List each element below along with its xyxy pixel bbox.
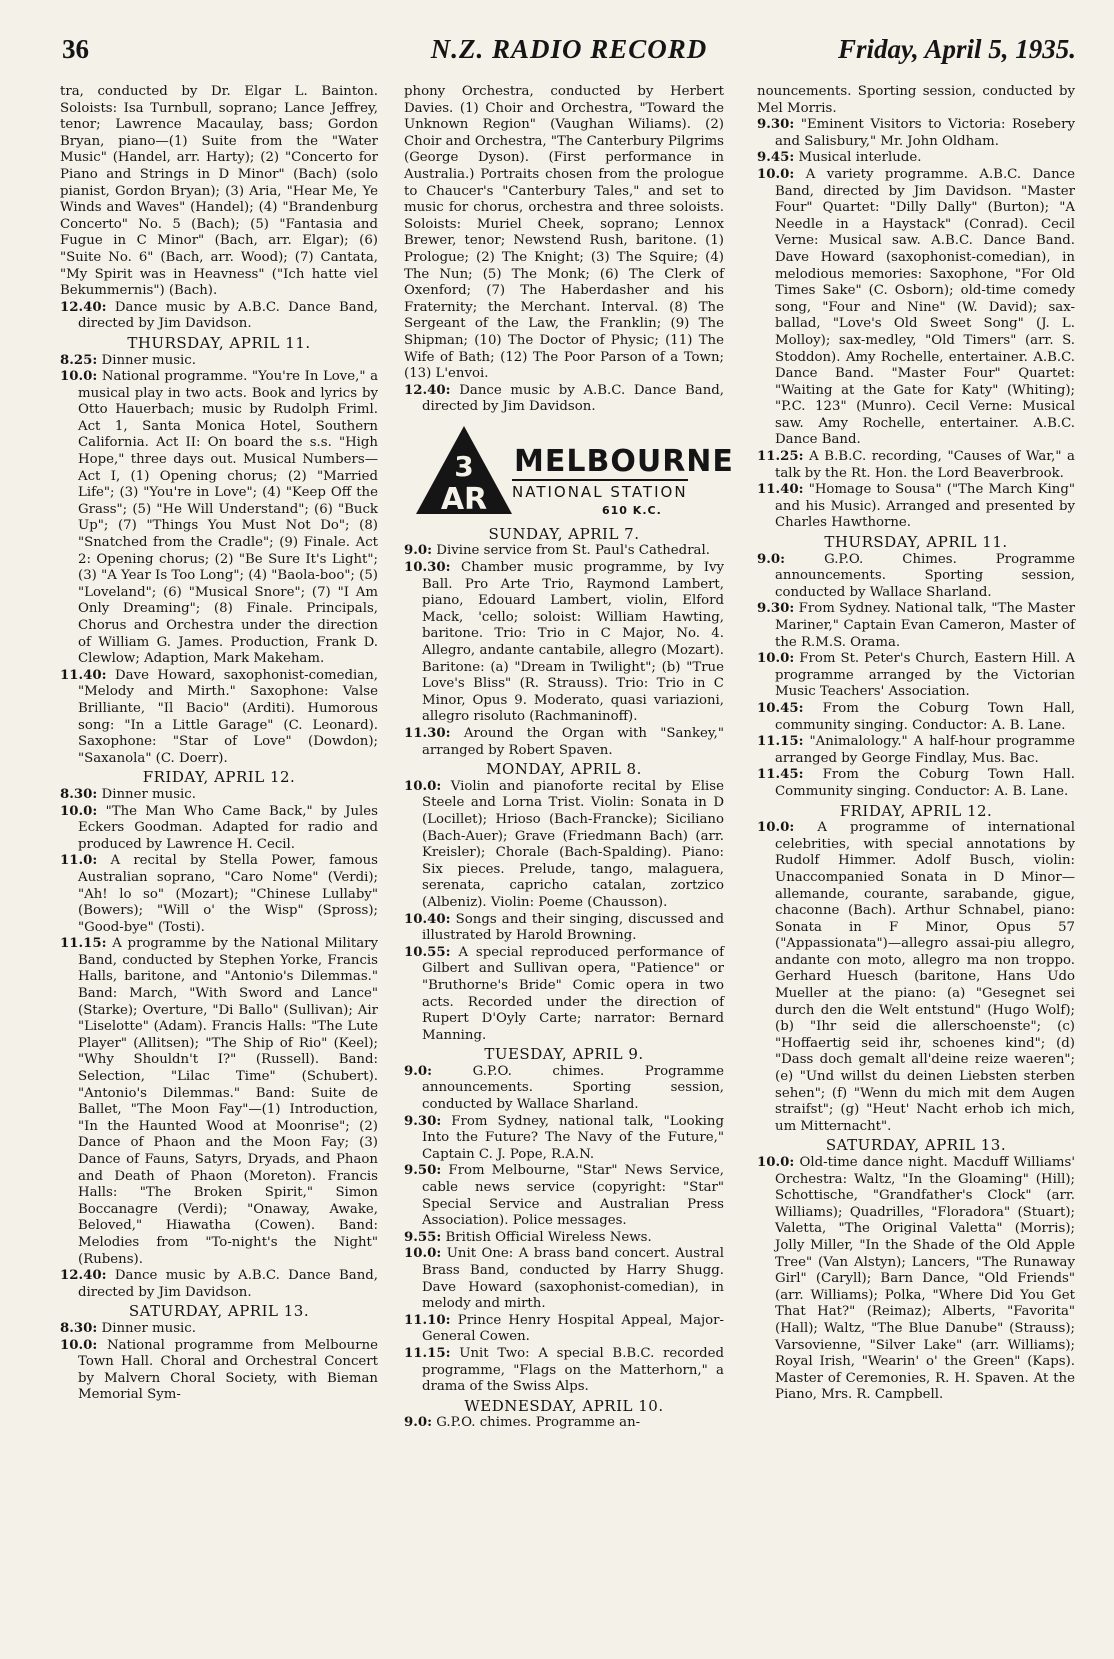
schedule-text: British Official Wireless News.: [445, 1229, 652, 1245]
schedule-item: [404, 560, 724, 726]
masthead-title: N.Z. RADIO RECORD: [430, 34, 708, 64]
schedule-text: Dinner music.: [101, 1320, 196, 1336]
schedule-item: [757, 117, 1075, 150]
schedule-time: 10.0:: [404, 778, 442, 794]
schedule-time: 10.40:: [404, 911, 451, 927]
schedule-text: Dave Howard, saxophonist-comedian, "Melody and Mirth." Saxophone: Valse Brilliante, "Il Bacio" (Arditi). Humorous song: "In a Little Garage" (C. Leonard). Saxophone: "Star of Love" (Dowdon); "Saxanola" (C. Doerr).: [78, 667, 378, 766]
schedule-time: 10.0:: [757, 820, 795, 836]
schedule-text: A variety programme. A.B.C. Dance Band, directed by Jim Davidson. "Master Four" Quartet: "Dilly Dally" (Burton); "A Needle in a Haystack" (Conrad). Cecil Verne: Musical saw. A.B.C. Dance Band. Dave Howard (saxophonist-comedian), in melodious memories: Saxophone, "For Old Times Sake" (C. Osborn); old-time comedy song, "Four and Nine" (W. David); sax-ballad, "Love's Old Sweet Song" (J. L. Molloy); sax-medley, "Old Timers" (arr. S. Stoddon). Amy Rochelle, entertainer. A.B.C. Dance Band. "Master Four" Quartet: "Waiting at the Gate for Katy" (Whiting); "P.C. 123" (Munro). Cecil Verne: Musical saw. Amy Rochelle, entertainer. A.B.C. Dance Band.: [775, 166, 1075, 448]
schedule-item: [757, 767, 1075, 800]
schedule-list: [757, 820, 1075, 1135]
schedule-list: [60, 787, 378, 1301]
schedule-item: [404, 1313, 724, 1346]
schedule-item: [757, 552, 1075, 602]
schedule-item: [404, 945, 724, 1045]
schedule-text: A programme by the National Military Band, conducted by Stephen Yorke, Francis Halls, baritone, and "Antonio's Dilemmas." Band: March, "With Sword and Lance" (Starke); Overture, "Di Ballo" (Sullivan); Air "Liselotte" (Adam). Francis Halls: "The Lute Player" (Allitsen); "The Ship of Rio" (Keel); "Why Shouldn't I?" (Russell). Band: Selection, "Lilac Time" (Schubert). "Antonio's Dilemmas." Band: Suite de Ballet, "The Moon Fay"—(1) Introduction, "In the Haunted Wood at Moonrise"; (2) Dance of Phaon and the Moon Fay; (3) Dance of Fauns, Satyrs, Dryads, and Phaon and Death of Phaon (Moreton). Francis Halls: "The Broken Spirit," Simon Boccanagre (Verdi); "Onaway, Awake, Beloved," Hiawatha (Cowen). Band: Melodies from "To-night's the Night" (Rubens).: [78, 936, 378, 1267]
schedule-text: From the Coburg Town Hall. Community singing. Conductor: A. B. Lane.: [775, 767, 1075, 799]
schedule-list: [404, 779, 724, 1045]
schedule-text: Dance music by A.B.C. Dance Band, directed by Jim Davidson.: [78, 299, 378, 332]
continued-text: tra, conducted by Dr. Elgar L. Bainton. Soloists: Isa Turnbull, soprano; Lance Jeffrey, tenor; Lawrence Macaulay, bass; Gordon Bryan, piano—(1) Suite from the "Water Music" (Handel, arr. Harty); (2) "Concerto for Piano and Strings in D Minor" (Bach) (solo pianist, Gordon Bryan); (3) Aria, "Hear Me, Ye Winds and Waves" (Handel); (4) "Brandenburg Concerto" No. 5 (Bach); (5) "Fantasia and Fugue in C Minor" (Bach, arr. Elgar); (6) "Suite No. 6" (Bach, arr. Wood); (7) Cantata, "My Spirit was in Heavness" ("Ich hatte viel Bekummernis") (Bach).: [60, 84, 378, 299]
schedule-time: 11.15:: [757, 734, 804, 750]
schedule-text: National programme from Melbourne Town Hall. Choral and Orchestral Concert by Malvern Choral Society, with Bieman Memorial Sym-: [78, 1337, 378, 1403]
schedule-time: 9.45:: [757, 150, 795, 166]
station-logo: [404, 424, 734, 520]
schedule-list: [757, 117, 1075, 532]
schedule-item: [757, 150, 1075, 167]
schedule-text: Divine service from St. Paul's Cathedral.: [436, 543, 710, 559]
day-heading: THURSDAY, APRIL 11.: [127, 333, 311, 352]
column-3: [757, 84, 1075, 1404]
schedule-time: 9.0:: [404, 543, 433, 559]
day-heading: WEDNESDAY, APRIL 10.: [464, 1396, 664, 1415]
issue-date: Friday, April 5, 1935.: [837, 34, 1076, 64]
schedule-item: [404, 912, 724, 945]
day-heading: THURSDAY, APRIL 11.: [824, 533, 1008, 552]
schedule-item: [60, 353, 378, 370]
schedule-time: 11.15:: [60, 936, 107, 952]
call-letters: AR: [440, 481, 488, 516]
day-heading: SUNDAY, APRIL 7.: [488, 524, 640, 543]
schedule-text: Chamber music programme, by Ivy Ball. Pro Arte Trio, Raymond Lambert, piano, Edouard Lambert, violin, Elford Mack, 'cello; soloist: William Hawting, baritone. Trio: Trio in C Major, No. 4. Allegro, andante cantabile, allegro (Mozart). Baritone: (a) "Dream in Twilight"; (b) "True Love's Bliss" (R. Strauss). Trio: Trio in C Minor, Opus 9. Moderato, quasi variazioni, allegro risoluto (Rachmaninoff).: [422, 560, 724, 725]
day-heading: FRIDAY, APRIL 12.: [839, 801, 993, 820]
schedule-item: [60, 804, 378, 854]
schedule-text: "Eminent Visitors to Victoria: Rosebery and Salisbury," Mr. John Oldham.: [775, 117, 1075, 149]
schedule-text: G.P.O. chimes. Programme announcements. Sporting session, conducted by Wallace Sharland.: [422, 1063, 724, 1113]
schedule-item: [757, 482, 1075, 532]
schedule-time: 10.30:: [404, 560, 451, 576]
schedule-time: 11.40:: [757, 482, 804, 498]
continued-text: nouncements. Sporting session, conducted by Mel Morris.: [757, 84, 1075, 116]
schedule-item: [757, 449, 1075, 482]
schedule-item: [404, 779, 724, 912]
schedule-item: [757, 820, 1075, 1135]
schedule-time: 10.0:: [60, 1337, 98, 1353]
schedule-text: National programme. "You're In Love," a musical play in two acts. Book and lyrics by Otto Hauerbach; music by Rudolph Friml. Act 1, Santa Monica Hotel, Southern California. Act II: On board the s.s. "High Hope," three days out. Musical Numbers—Act I, (1) Opening chorus; (2) "Married Life"; (3) "You're in Love"; (4) "Keep Off the Grass"; (5) "He Will Understand"; (6) "Buck Up"; (7) "Things You Must Not Do"; (8) "Snatched from the Cradle"; (9) Finale. Act 2: Opening chorus; (2) "Be Sure It's Light"; (3) "A Year Is Too Long"; (4) "Baola-boo"; (5) "Loveland"; (6) "Musical Snore"; (7) "I Am Only Dreaming"; (8) Finale. Principals, Chorus and Orchestra under the direction of William G. James. Production, Frank D. Clewlow; Adaption, Mark Makeham.: [78, 369, 379, 667]
column-2: [404, 84, 734, 1432]
schedule-item: [757, 651, 1075, 701]
schedule-time: 12.40:: [60, 1268, 107, 1284]
schedule-list: [60, 1321, 378, 1404]
schedule-item: [404, 726, 724, 759]
schedule-text: A recital by Stella Power, famous Australian soprano, "Caro Nome" (Verdi); "Ah! lo so" (Mozart); "Chinese Lullaby" (Bowers); "Will o' the Wisp" (Spross); "Good-bye" (Tosti).: [78, 853, 378, 935]
schedule-item: [404, 1114, 724, 1164]
schedule-item: [60, 369, 378, 668]
schedule-text: "The Man Who Came Back," by Jules Eckers Goodman. Adapted for radio and produced by Lawrence H. Cecil.: [78, 803, 378, 852]
schedule-time: 11.0:: [60, 853, 98, 869]
page-header: [62, 34, 1076, 68]
schedule-text: Dance music by A.B.C. Dance Band, directed by Jim Davidson.: [78, 1268, 378, 1300]
schedule-item: [404, 1163, 724, 1229]
schedule-text: A B.B.C. recording, "Causes of War," a talk by the Rt. Hon. the Lord Beaverbrook.: [775, 449, 1075, 481]
schedule-item: [60, 936, 378, 1268]
schedule-list: [404, 543, 724, 759]
schedule-list: [404, 1415, 724, 1432]
continued-text: phony Orchestra, conducted by Herbert Davies. (1) Choir and Orchestra, "Toward the Unknown Region" (Vaughan Wiliams). (2) Choir and Orchestra, "The Canterbury Pilgrims (George Dyson). (First performance in Australia.) Portraits chosen from the prologue to Chaucer's "Canterbury Tales," and set to music for chorus, orchestra and three soloists. Soloists: Muriel Cheek, soprano; Lennox Brewer, tenor; Newstend Rush, baritone. (1) Prologue; (2) The Knight; (3) The Squire; (4) The Nun; (5) The Monk; (6) The Clerk of Oxenford; (7) The Haberdasher and his Fraternity; the Merchant. Interval. (8) The Sergeant of the Law, the Franklin; (9) The Shipman; (10) The Doctor of Physic; (11) The Wife of Bath; (12) The Poor Parson of a Town; (13) L'envoi.: [404, 84, 724, 382]
schedule-text: A special reproduced performance of Gilbert and Sullivan opera, "Patience" or "Bruthorne's Bride" Comic opera in two acts. Recorded under the direction of Rupert D'Oyly Carte; narrator: Bernard Manning.: [422, 944, 724, 1043]
schedule-time: 10.0:: [757, 166, 795, 182]
day-heading: MONDAY, APRIL 8.: [486, 760, 642, 779]
day-heading: SATURDAY, APRIL 13.: [128, 1302, 310, 1321]
schedule-text: Violin and pianoforte recital by Elise Steele and Lorna Trist. Violin: Sonata in D (Locillet); Hrioso (Bach-Francke); Siciliano (Bach-Auer); Grave (Friedmann Bach) (arr. Kreisler); Chorale (Bach-Spalding). Piano: Six pieces. Prelude, tango, malaguera, serenata, capricho catalan, zortzico (Albeniz). Violin: Poeme (Chausson).: [422, 778, 724, 910]
schedule-text: From Melbourne, "Star" News Service, cable news service (copyright: "Star" Special Service and Australian Press Association). Police messages.: [422, 1163, 724, 1229]
station-subtitle: NATIONAL STATION: [512, 479, 688, 501]
schedule-list: [757, 1155, 1075, 1404]
schedule-item: [404, 1346, 724, 1396]
schedule-list: [404, 1064, 724, 1396]
schedule-item: [404, 1230, 724, 1247]
schedule-time: 9.55:: [404, 1229, 442, 1245]
schedule-text: Songs and their singing, discussed and illustrated by Harold Browning.: [422, 911, 724, 944]
schedule-time: 11.45:: [757, 767, 804, 783]
schedule-item: [60, 1268, 378, 1301]
schedule-text: "Animalology." A half-hour programme arranged by George Findlay, Mus. Bac.: [775, 734, 1075, 766]
schedule-text: Dinner music.: [101, 352, 196, 368]
schedule-time: 8.30:: [60, 786, 98, 802]
schedule-text: From Sydney. National talk, "The Master Mariner," Captain Evan Cameron, Master of the R.M.S. Orama.: [775, 601, 1076, 650]
schedule-time: 9.0:: [404, 1063, 433, 1079]
schedule-item: [60, 668, 378, 768]
schedule-list: [60, 300, 378, 333]
schedule-list: [404, 383, 724, 416]
schedule-text: G.P.O. chimes. Programme an-: [436, 1415, 641, 1431]
schedule-time: 9.0:: [757, 551, 786, 567]
schedule-time: 9.0:: [404, 1415, 433, 1431]
schedule-text: Dance music by A.B.C. Dance Band, directed by Jim Davidson.: [422, 382, 725, 415]
schedule-text: From Sydney, national talk, "Looking Into the Future? The Navy of the Future," Captain C. J. Pope, R.A.N.: [422, 1113, 724, 1162]
schedule-time: 8.25:: [60, 352, 98, 368]
schedule-text: G.P.O. Chimes. Programme announcements. Sporting session, conducted by Wallace Sharland.: [775, 551, 1075, 600]
schedule-text: Dinner music.: [101, 786, 196, 802]
schedule-time: 11.15:: [404, 1345, 451, 1361]
triangle-logo-icon: [414, 424, 514, 516]
schedule-item: [60, 300, 378, 333]
schedule-time: 9.30:: [757, 117, 795, 133]
schedule-text: A programme of international celebrities, with special annotations by Rudolf Himmer. Adolf Busch, violin: Unaccompanied Sonata in D Minor—allemande, courante, sarabande, gigue, chaconne (Bach). Arthur Schnabel, piano: Sonata in F Minor, Opus 57 ("Appassionata")—allegro assai-piu allegro, andante con moto, allegro ma non troppo. Gerhard Huesch (baritone, Hans Udo Mueller at the piano: (a) "Gesegnet sei durch den die Welt entstund" (Hugo Wolf); (b) "Ihr seid die allerschoenste"; (c) "Hoffaertig seid ihr, schoenes kind"; (d) "Dass doch gemalt all'deine reize waeren"; (e) "Und willst du deinen Liebsten sterben sehen"; (f) "Wenn du mich mit dem Augen straifst"; (g) "Heut' Nacht erhob ich mich, um Mitternacht".: [775, 820, 1076, 1134]
day-heading: SATURDAY, APRIL 13.: [825, 1136, 1007, 1155]
schedule-item: [60, 853, 378, 936]
schedule-list: [60, 353, 378, 768]
schedule-time: 10.0:: [60, 369, 98, 385]
schedule-item: [404, 1064, 724, 1114]
schedule-text: Around the Organ with "Sankey," arranged by Robert Spaven.: [422, 726, 724, 758]
schedule-time: 12.40:: [404, 382, 451, 398]
schedule-text: "Homage to Sousa" ("The March King" and his Music). Arranged and presented by Charles Hawthorne.: [775, 482, 1075, 531]
column-1: [60, 84, 378, 1404]
day-heading: TUESDAY, APRIL 9.: [484, 1045, 644, 1064]
schedule-time: 10.0:: [757, 1155, 795, 1170]
schedule-time: 9.30:: [757, 601, 795, 617]
schedule-item: [60, 787, 378, 804]
schedule-text: Old-time dance night. Macduff Williams' Orchestra: Waltz, "In the Gloaming" (Hill); Schottische, "Grandfather's Clock" (arr. Williams); Quadrilles, "Floradora" (Stuart); Valetta, "The Original Valetta" (Morris); Jolly Miller, "In the Shade of the Old Apple Tree" (Van Alstyn); Lancers, "The Runaway Girl" (Caryll); Barn Dance, "Old Friends" (arr. Williams); Polka, "Where Did You Get That Hat?" (Reimaz); Alberts, "Favorita" (Hall); Waltz, "The Blue Danube" (Strauss); Varsovienne, "Silver Lake" (arr. Williams); Royal Irish, "Wearin' o' the Green" (Kaps). Master of Ceremonies, R. H. Spaven. At the Piano, Mrs. R. Campbell.: [775, 1155, 1075, 1403]
schedule-time: 11.25:: [757, 449, 804, 465]
schedule-time: 9.30:: [404, 1113, 442, 1129]
day-heading: FRIDAY, APRIL 12.: [142, 768, 296, 787]
schedule-text: Prince Henry Hospital Appeal, Major-General Cowen.: [422, 1312, 724, 1345]
schedule-time: 8.30:: [60, 1320, 98, 1336]
call-digit: 3: [454, 449, 474, 483]
schedule-text: Unit One: A brass band concert. Austral Brass Band, conducted by Harry Shugg. Dave Howard (saxophonist-comedian), in melody and mirth.: [422, 1246, 724, 1312]
schedule-time: 11.10:: [404, 1312, 451, 1328]
schedule-list: [757, 552, 1075, 801]
schedule-item: [757, 167, 1075, 449]
schedule-item: [404, 1246, 724, 1312]
schedule-item: [757, 601, 1075, 651]
schedule-item: [757, 1155, 1075, 1404]
station-frequency: 610 K.C.: [602, 503, 662, 517]
schedule-time: 9.50:: [404, 1163, 442, 1179]
schedule-item: [757, 701, 1075, 734]
schedule-item: [404, 383, 724, 416]
schedule-text: Musical interlude.: [798, 150, 922, 166]
schedule-time: 10.0:: [60, 803, 98, 819]
schedule-time: 12.40:: [60, 299, 107, 315]
schedule-item: [60, 1338, 378, 1404]
schedule-item: [404, 1415, 724, 1432]
schedule-time: 11.30:: [404, 726, 451, 741]
station-name: MELBOURNE: [514, 443, 734, 479]
schedule-item: [404, 543, 724, 560]
schedule-item: [60, 1321, 378, 1338]
schedule-time: 10.0:: [404, 1246, 442, 1262]
page-number: 36: [62, 34, 89, 64]
schedule-time: 10.0:: [757, 651, 795, 667]
schedule-time: 11.40:: [60, 667, 107, 683]
schedule-text: Unit Two: A special B.B.C. recorded programme, "Flags on the Matterhorn," a drama of the Swiss Alps.: [422, 1345, 724, 1395]
schedule-text: From the Coburg Town Hall, community singing. Conductor: A. B. Lane.: [775, 700, 1075, 733]
schedule-time: 10.45:: [757, 700, 804, 716]
schedule-item: [757, 734, 1075, 767]
schedule-text: From St. Peter's Church, Eastern Hill. A programme arranged by the Victorian Music Teachers' Association.: [775, 651, 1075, 700]
schedule-time: 10.55:: [404, 944, 451, 960]
